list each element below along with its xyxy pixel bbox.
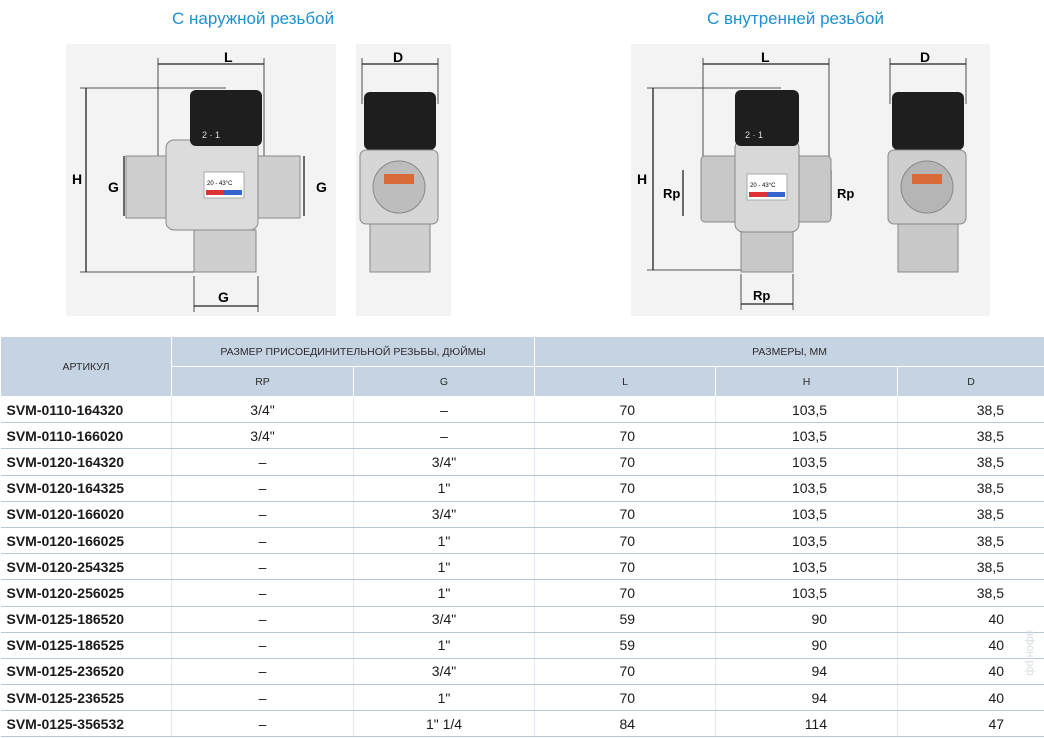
valve-external-front-drawing [66, 44, 336, 316]
cell-rp: – [172, 711, 354, 737]
cell-g: 1" [354, 632, 535, 658]
cell-rp: – [172, 501, 354, 527]
dim-label-G-right: G [316, 179, 327, 195]
cell-l: 84 [535, 711, 716, 737]
valve-internal-side-drawing [880, 44, 990, 316]
cell-l: 70 [535, 423, 716, 449]
cell-g: 1" 1/4 [354, 711, 535, 737]
cell-l: 70 [535, 527, 716, 553]
cell-h: 103,5 [716, 501, 898, 527]
header-g: G [354, 367, 535, 397]
cell-d: 38,5 [898, 580, 1044, 606]
specification-table [0, 336, 1044, 737]
cell-l: 59 [535, 606, 716, 632]
cell-article: SVM-0120-254325 [1, 554, 172, 580]
cell-h: 103,5 [716, 423, 898, 449]
cell-d: 38,5 [898, 475, 1044, 501]
cell-l: 70 [535, 397, 716, 423]
cell-g: 1" [354, 527, 535, 553]
cell-g: 1" [354, 685, 535, 711]
cell-rp: – [172, 554, 354, 580]
cell-article: SVM-0110-164320 [1, 397, 172, 423]
dim-label-G-bottom: G [218, 289, 229, 305]
cell-d: 38,5 [898, 449, 1044, 475]
table-row [1, 580, 1044, 606]
table-row [1, 606, 1044, 632]
cell-g: – [354, 423, 535, 449]
cell-d: 40 [898, 685, 1044, 711]
caption-internal-thread: С внутренней резьбой [707, 9, 884, 28]
cell-article: SVM-0125-236525 [1, 685, 172, 711]
cell-l: 59 [535, 632, 716, 658]
dim-label-L: L [761, 49, 770, 65]
table-row [1, 685, 1044, 711]
cell-l: 70 [535, 475, 716, 501]
cell-rp: 3/4" [172, 423, 354, 449]
header-article: АРТИКУЛ [1, 337, 172, 397]
cell-h: 90 [716, 632, 898, 658]
table-row [1, 554, 1044, 580]
table-row [1, 501, 1044, 527]
dim-label-L: L [224, 49, 233, 65]
cell-g: 3/4" [354, 449, 535, 475]
cell-rp: 3/4" [172, 397, 354, 423]
table-row [1, 423, 1044, 449]
cell-d: 40 [898, 632, 1044, 658]
cell-l: 70 [535, 554, 716, 580]
dim-label-Rp-bottom: Rp [753, 288, 771, 303]
cell-h: 103,5 [716, 527, 898, 553]
cell-l: 70 [535, 685, 716, 711]
cell-rp: – [172, 685, 354, 711]
cell-h: 103,5 [716, 580, 898, 606]
cell-article: SVM-0120-166020 [1, 501, 172, 527]
svg-text:2 · 1: 2 · 1 [745, 130, 764, 140]
cell-g: 3/4" [354, 658, 535, 684]
cell-h: 94 [716, 658, 898, 684]
header-l: L [535, 367, 716, 397]
header-h: H [716, 367, 898, 397]
header-d: D [898, 367, 1044, 397]
cell-l: 70 [535, 449, 716, 475]
cell-article: SVM-0120-256025 [1, 580, 172, 606]
cell-d: 38,5 [898, 527, 1044, 553]
cell-g: 3/4" [354, 606, 535, 632]
cell-h: 103,5 [716, 397, 898, 423]
cell-rp: – [172, 527, 354, 553]
cell-h: 114 [716, 711, 898, 737]
table-row [1, 397, 1044, 423]
svg-text:2 · 1: 2 · 1 [202, 130, 221, 140]
dim-label-H: H [637, 171, 648, 187]
cell-d: 40 [898, 606, 1044, 632]
dim-label-G-left: G [108, 179, 119, 195]
cell-article: SVM-0120-164325 [1, 475, 172, 501]
cell-l: 70 [535, 580, 716, 606]
cell-d: 38,5 [898, 423, 1044, 449]
cell-d: 40 [898, 658, 1044, 684]
caption-external-thread: С наружной резьбой [172, 9, 335, 28]
table-row [1, 449, 1044, 475]
cell-d: 38,5 [898, 501, 1044, 527]
cell-h: 90 [716, 606, 898, 632]
cell-g: 1" [354, 554, 535, 580]
cell-article: SVM-0125-186525 [1, 632, 172, 658]
cell-h: 103,5 [716, 554, 898, 580]
cell-article: SVM-0110-166020 [1, 423, 172, 449]
cell-h: 94 [716, 685, 898, 711]
table-row [1, 632, 1044, 658]
cell-rp: – [172, 658, 354, 684]
cell-article: SVM-0125-356532 [1, 711, 172, 737]
cell-rp: – [172, 449, 354, 475]
table-row [1, 475, 1044, 501]
dim-label-Rp-right: Rp [837, 186, 855, 201]
cell-rp: – [172, 606, 354, 632]
cell-g: – [354, 397, 535, 423]
dim-label-H: H [72, 171, 83, 187]
temp-range-label: 20 - 43°C [750, 183, 776, 189]
cell-g: 1" [354, 475, 535, 501]
cell-rp: – [172, 475, 354, 501]
cell-l: 70 [535, 501, 716, 527]
cell-g: 3/4" [354, 501, 535, 527]
dim-label-D: D [393, 49, 404, 65]
table-row [1, 658, 1044, 684]
cell-d: 38,5 [898, 554, 1044, 580]
dim-label-Rp-left: Rp [663, 186, 681, 201]
cell-article: SVM-0125-236520 [1, 658, 172, 684]
cell-d: 47 [898, 711, 1044, 737]
valve-internal-front-drawing [631, 44, 891, 316]
dim-label-D: D [920, 49, 931, 65]
temp-range-label: 20 - 43°C [207, 181, 233, 187]
table-row [1, 527, 1044, 553]
cell-rp: – [172, 580, 354, 606]
cell-article: SVM-0120-166025 [1, 527, 172, 553]
cell-h: 103,5 [716, 449, 898, 475]
cell-rp: – [172, 632, 354, 658]
cell-l: 70 [535, 658, 716, 684]
header-rp: RP [172, 367, 354, 397]
header-dimensions: РАЗМЕРЫ, ММ [535, 337, 1044, 367]
watermark: афон.рф [1024, 630, 1036, 676]
cell-article: SVM-0125-186520 [1, 606, 172, 632]
valve-external-side-drawing [356, 44, 451, 316]
header-thread-size: РАЗМЕР ПРИСОЕДИНИТЕЛЬНОЙ РЕЗЬБЫ, ДЮЙМЫ [172, 337, 535, 367]
cell-d: 38,5 [898, 397, 1044, 423]
table-row [1, 711, 1044, 737]
cell-h: 103,5 [716, 475, 898, 501]
cell-article: SVM-0120-164320 [1, 449, 172, 475]
cell-g: 1" [354, 580, 535, 606]
